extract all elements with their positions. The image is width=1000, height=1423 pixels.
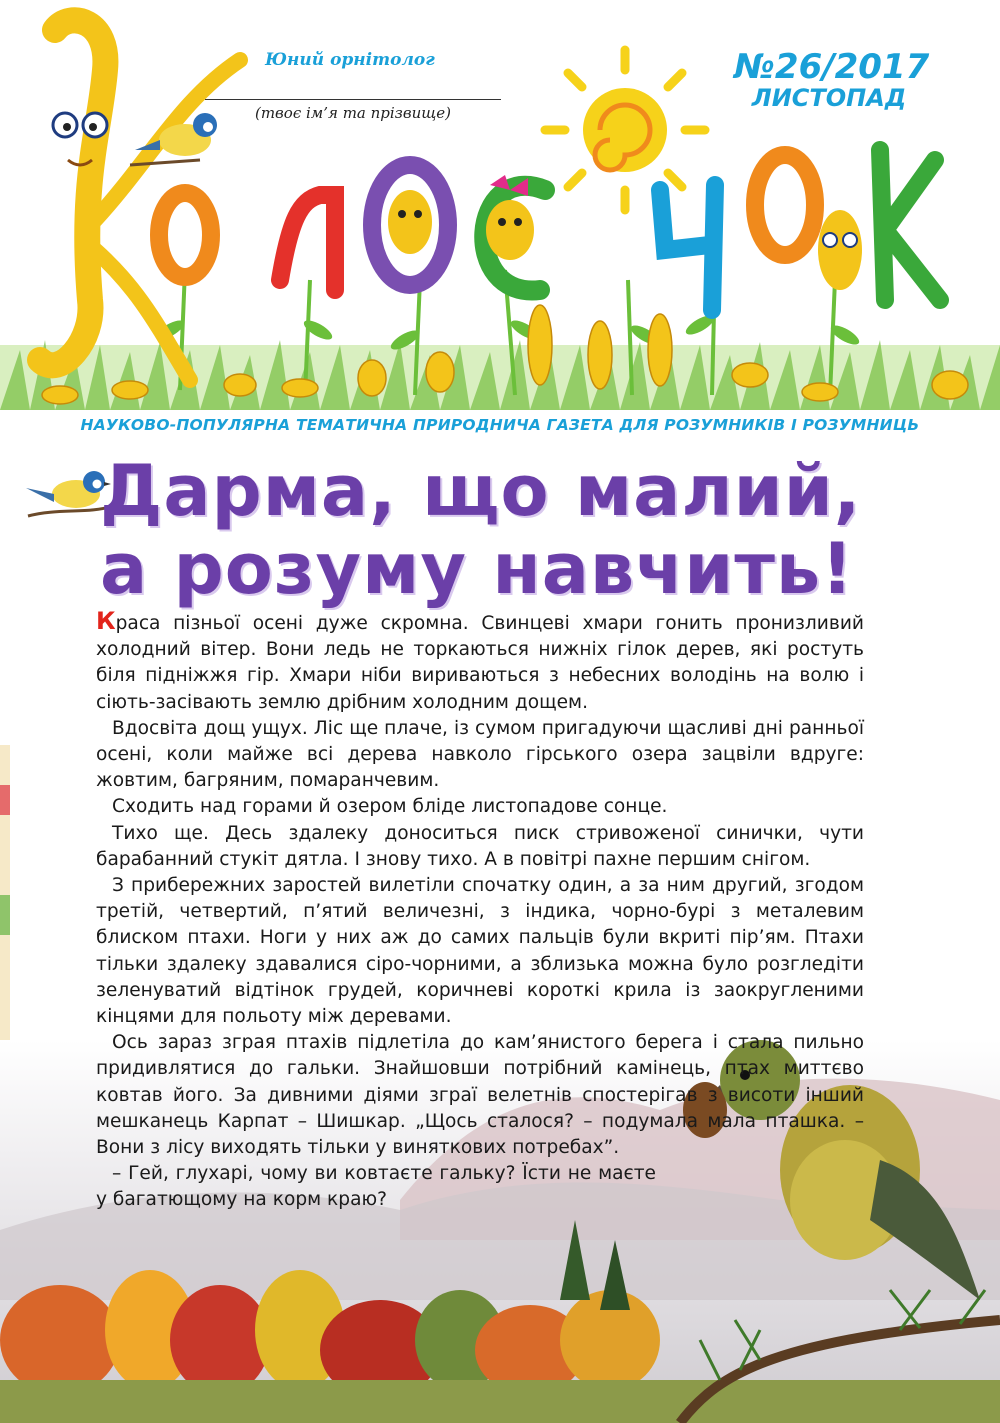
logo-letter-o3 (755, 155, 862, 290)
article-paragraph-1-text: раса пізньої осені дуже скромна. Свинцеві хмари гонить пронизливий холодний вітер. Вони ледь не торкаються нижніх гілок дерев, які ростуть біля підніжжя гір. Хмари ніби вириваються з небесних володінь на волю і сіють-засівають землю дрібним холодним дощем. (96, 613, 864, 713)
logo-letter-o2 (372, 165, 448, 285)
left-decor-strip (0, 745, 10, 1085)
headline-line-2: а розуму навчить! (100, 528, 855, 610)
logo-letter-o (159, 193, 211, 277)
drop-cap: К (96, 607, 116, 635)
article-paragraph-4: Тихо ще. Десь здалеку доноситься писк стривоженої синички, чути барабанний стукіт дятла. І знову тихо. А в повітрі пахне першим снігом. (96, 822, 864, 870)
article-paragraph-2: Вдосвіта дощ ущух. Ліс ще плаче, із сумом пригадуючи щасливі дні ранньої осені, коли майже всі дерева навколо гірського озера зацвіли вдруге: жовтим, багряним, помаранчевим. (96, 717, 864, 792)
issue-number: №26/2017 (734, 47, 930, 87)
issue-month: ЛИСТОПАД (751, 84, 907, 112)
grass-band (0, 340, 1000, 410)
logo-letter-ch (660, 185, 715, 310)
reader-label: Юний орнітолог (265, 50, 435, 70)
headline-line-1: Дарма, що малий, (100, 450, 862, 532)
article-paragraph (96, 608, 864, 716)
article-body (96, 608, 864, 1214)
article-paragraph-5: З прибережних заростей вилетіли спочатку один, а за ним другий, згодом третій, четвертий, п’ятий величезні, з індика, чорно-бурі з металевим блиском птахи. Ноги у них аж до самих пальців були вкриті пір’ям. Птахи тільки здалеку здавалися сіро-чорними, а зблизька можна було розгледіти зеленуватий відтінок грудей, коричневі короткі крила із заокругленими кінцями для польоту між деревами. (96, 875, 864, 1028)
logo-letter-k (880, 150, 940, 300)
article-paragraph-7: – Гей, глухарі, чому ви ковтаєте гальку? Їсти не маєте у багатющому на корм краю? (96, 1163, 656, 1211)
name-hint: (твоє ім’я та прізвище) (254, 104, 452, 122)
logo-letter-l (280, 195, 335, 290)
article-paragraph-6: Ось зараз зграя птахів підлетіла до кам’янистого берега і стала пильно придивлятися до гальки. Знайшовши потрібний камінець, птах миттєво ковтав його. За дивними діями зграї велетнів спостерігав з висоти інший мешканець Карпат – Шишкар. „Щось сталося? – подумала мала пташка. – Вони з лісу виходять тільки у виняткових потребах”. (96, 1032, 864, 1159)
sun-icon (545, 50, 705, 210)
name-line (205, 99, 501, 100)
issue-badge (734, 47, 930, 112)
headline (100, 452, 980, 608)
logo-letter-c (484, 175, 545, 291)
tagline: НАУКОВО-ПОПУЛЯРНА ТЕМАТИЧНА ПРИРОДНИЧА ГАЗЕТА ДЛЯ РОЗУМНИКІВ І РОЗУМНИЦЬ (80, 416, 920, 434)
article-paragraph-3: Сходить над горами й озером бліде листопадове сонце. (112, 796, 668, 818)
